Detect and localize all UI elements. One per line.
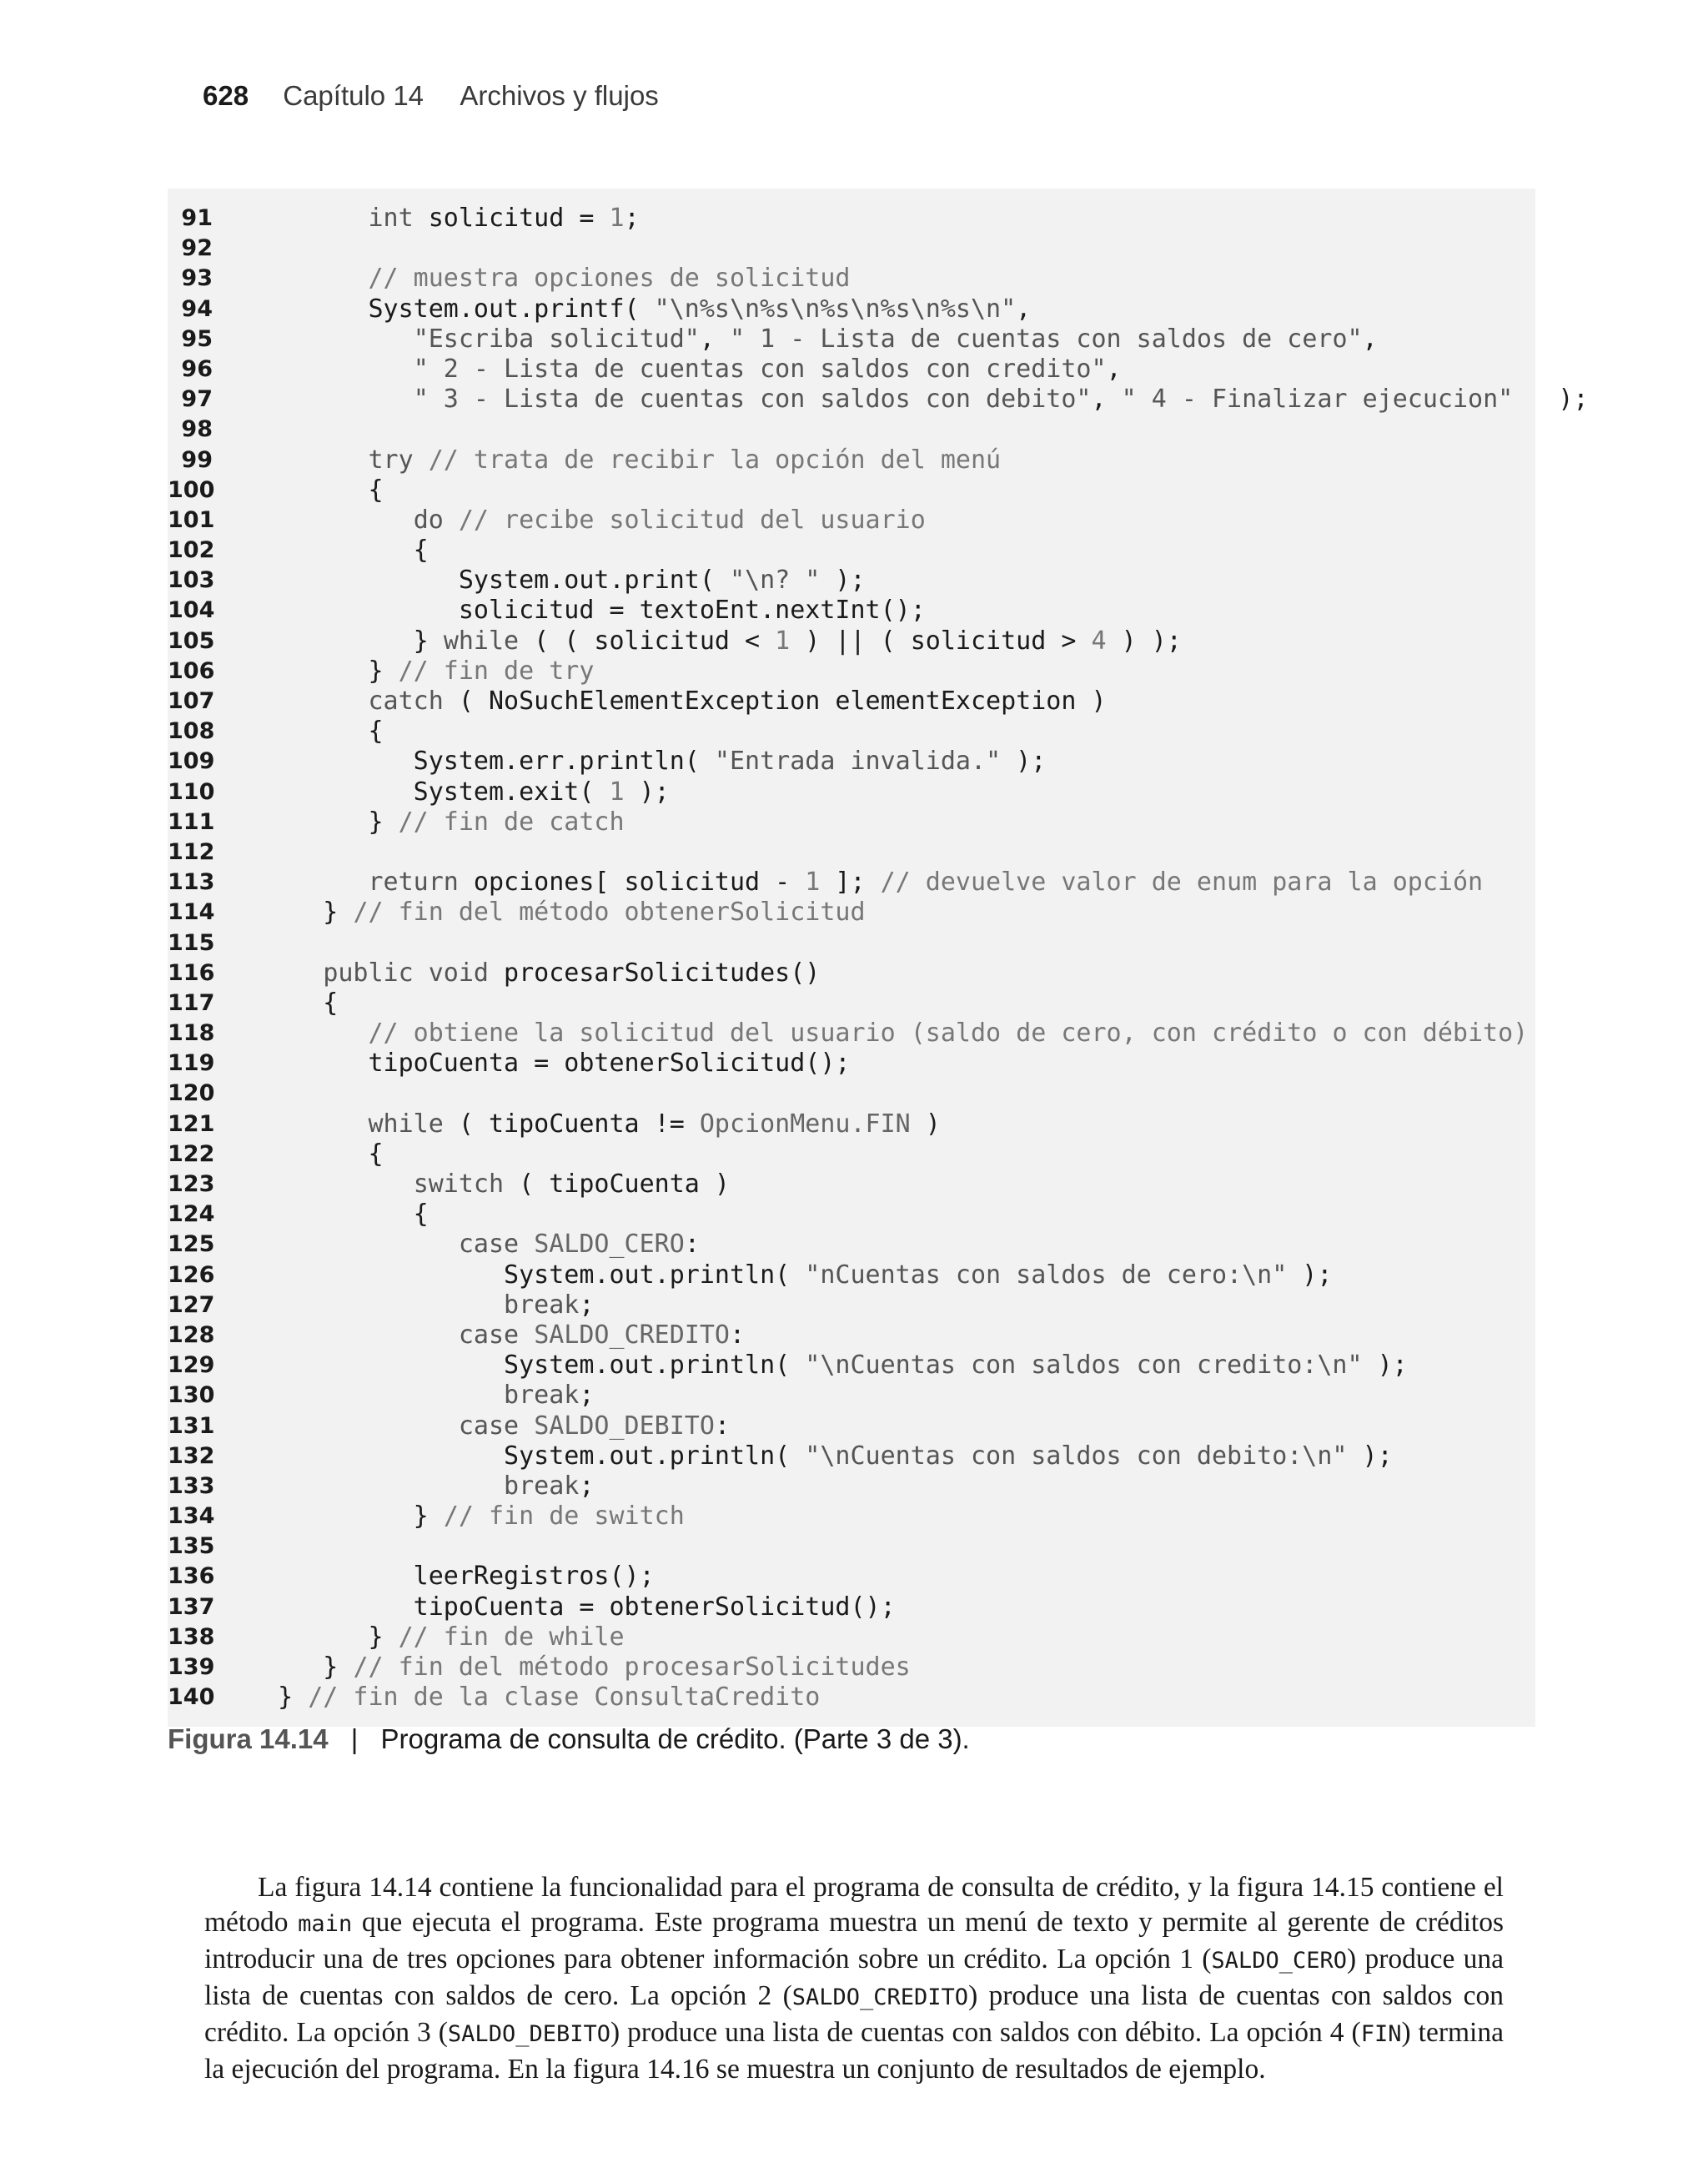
code-text [248, 1200, 429, 1230]
code-token: int [368, 204, 414, 233]
code-token: SALDO_CERO [534, 1230, 685, 1260]
code-token [248, 1381, 504, 1410]
code-token: opciones[ solicitud - [458, 868, 806, 898]
code-text [248, 264, 850, 294]
code-token: while [443, 626, 520, 656]
code-token [519, 1230, 534, 1259]
code-token: // obtiene la solicitud del usuario (saldo de cero, con crédito o con débito) [368, 1019, 1529, 1049]
code-text [248, 687, 1107, 717]
code-line [168, 475, 1535, 506]
line-number: 132 [168, 1442, 215, 1469]
code-token: ); [1347, 1441, 1393, 1471]
line-number: 134 [168, 1503, 215, 1530]
code-text [248, 1562, 655, 1592]
code-token: ); [820, 566, 866, 596]
code-token [248, 958, 323, 988]
code-token: SALDO_CREDITO [534, 1320, 730, 1350]
code-line [168, 1683, 1535, 1713]
code-token: switch [413, 1169, 505, 1199]
code-token: ; [579, 1381, 595, 1411]
code-text [248, 1592, 896, 1622]
chapter-label: Capítulo 14 [283, 80, 424, 111]
line-number: 129 [168, 1352, 215, 1379]
code-token: ]; [820, 868, 881, 898]
code-token [444, 506, 459, 535]
code-text [248, 1501, 685, 1532]
code-token [248, 1471, 504, 1501]
line-number: 104 [168, 597, 215, 624]
code-token: } [248, 898, 354, 928]
code-text [248, 717, 384, 747]
code-text [248, 1260, 1332, 1290]
line-number: 105 [168, 627, 215, 654]
code-text [248, 656, 594, 687]
code-line [168, 445, 1535, 475]
line-number: 102 [168, 537, 215, 564]
line-number: 136 [168, 1563, 215, 1590]
code-token: "Entrada invalida." [714, 747, 1002, 777]
code-token: System.out.print( [248, 566, 730, 596]
code-token [248, 264, 369, 293]
inline-code: main [298, 1910, 353, 1937]
code-line [168, 747, 1535, 777]
line-number: 137 [168, 1593, 215, 1620]
code-text [248, 626, 1182, 656]
code-token: ( tipoCuenta != [443, 1109, 700, 1139]
code-text [248, 475, 384, 506]
code-token: ( ( solicitud < [519, 626, 776, 656]
line-number: 91 [181, 205, 213, 231]
code-text [248, 1049, 850, 1079]
line-number: 119 [168, 1050, 215, 1077]
code-text [248, 385, 1589, 415]
code-token: "\nCuentas con saldos con debito:\n" [805, 1441, 1348, 1471]
code-token: case [458, 1230, 520, 1260]
line-number: 99 [181, 446, 213, 473]
code-line [168, 1652, 1535, 1683]
running-head [203, 80, 659, 112]
code-line [168, 1532, 1535, 1562]
code-line [168, 415, 1535, 445]
line-number: 114 [168, 899, 215, 926]
code-token: ) ); [1106, 626, 1182, 656]
line-number: 125 [168, 1231, 215, 1258]
code-token [248, 204, 369, 233]
code-token: ) || ( solicitud > [790, 626, 1092, 656]
line-number: 117 [168, 989, 215, 1016]
code-token: ; [579, 1290, 595, 1320]
code-line [168, 204, 1535, 234]
chapter-title: Archivos y flujos [460, 80, 659, 111]
code-line [168, 1622, 1535, 1652]
code-token: System.out.println( [248, 1260, 806, 1290]
line-number: 108 [168, 718, 215, 745]
code-token: } [248, 1622, 399, 1652]
code-token: solicitud = textoEnt.nextInt(); [248, 596, 926, 626]
code-token: ) [910, 1109, 941, 1139]
code-token: break [504, 1471, 580, 1501]
code-text [248, 1381, 594, 1411]
code-token: // muestra opciones de solicitud [368, 264, 851, 294]
code-token: , [1091, 385, 1122, 415]
code-line [168, 1260, 1535, 1290]
code-line [168, 1351, 1535, 1381]
paragraph-text: ) produce una lista de cuentas con saldos con crédito. La opción 3 ( [204, 1979, 1504, 2048]
code-text [248, 506, 926, 536]
code-token [248, 1290, 504, 1320]
code-text [248, 1652, 911, 1683]
code-token: { [248, 717, 384, 747]
code-token: catch [368, 687, 444, 716]
code-token: 1 [609, 777, 625, 807]
code-line [168, 1592, 1535, 1622]
code-token: : [684, 1230, 700, 1260]
code-text [248, 204, 640, 234]
code-token: "nCuentas con saldos de cero:\n" [805, 1260, 1288, 1290]
code-text [248, 747, 1046, 777]
code-token [248, 1019, 369, 1048]
code-token: ); [1362, 1351, 1408, 1381]
line-number: 110 [168, 778, 215, 805]
code-line [168, 1200, 1535, 1230]
code-token: } [248, 807, 399, 837]
code-token: } [248, 1652, 354, 1682]
caption-text: Programa de consulta de crédito. (Parte 3 de 3). [380, 1723, 970, 1754]
line-number: 138 [168, 1623, 215, 1650]
code-token: do [413, 505, 444, 535]
line-number: 126 [168, 1261, 215, 1288]
code-token: break [504, 1381, 580, 1411]
code-token: tipoCuenta = obtenerSolicitud(); [248, 1592, 896, 1622]
code-token: SALDO_DEBITO [534, 1411, 715, 1441]
figure-caption [168, 1723, 970, 1755]
code-token: , [1016, 294, 1032, 324]
code-text [248, 1471, 594, 1501]
code-token: System.exit( [248, 777, 610, 807]
code-line [168, 1049, 1535, 1079]
code-token: public void [323, 958, 489, 988]
code-line [168, 1290, 1535, 1320]
code-token: solicitud = [413, 204, 610, 233]
code-text [248, 1230, 700, 1260]
code-token: leerRegistros(); [248, 1562, 655, 1592]
code-text [248, 1441, 1393, 1471]
code-token: " 2 - Lista de cuentas con saldos con credito" [413, 354, 1107, 384]
code-text [248, 536, 429, 566]
code-token: ; [624, 204, 640, 233]
line-number: 103 [168, 567, 215, 594]
code-text [248, 1290, 594, 1320]
code-text [248, 1169, 730, 1200]
code-token: // devuelve valor de enum para la opción [880, 868, 1484, 898]
line-number: 128 [168, 1321, 215, 1348]
line-number: 116 [168, 959, 215, 986]
code-line [168, 1079, 1535, 1109]
code-line [168, 777, 1535, 807]
line-number: 106 [168, 657, 215, 684]
code-token: 1 [609, 204, 625, 233]
line-number: 101 [168, 506, 215, 533]
code-line [168, 807, 1535, 837]
code-token: System.out.printf( [248, 294, 655, 324]
code-token: " 1 - Lista de cuentas con saldos de cero" [729, 324, 1363, 354]
code-token: while [368, 1109, 444, 1139]
code-token: 4 [1091, 626, 1107, 656]
line-number: 111 [168, 808, 215, 835]
code-token: break [504, 1290, 580, 1320]
code-token [248, 1109, 369, 1139]
paragraph-text: ) produce una lista de cuentas con saldos de cero. La opción 2 ( [204, 1943, 1505, 2011]
code-token: } [248, 1501, 444, 1532]
code-line [168, 988, 1535, 1019]
code-token: // fin de la clase ConsultaCredito [308, 1683, 821, 1713]
line-number: 97 [181, 386, 213, 413]
code-token: { [248, 988, 339, 1018]
code-text [248, 807, 625, 837]
code-line [168, 506, 1535, 536]
code-token [519, 1411, 534, 1441]
caption-separator: | [350, 1723, 359, 1754]
code-line [168, 1139, 1535, 1169]
body-paragraph [204, 1870, 1504, 2087]
code-token [519, 1320, 534, 1350]
code-line [168, 837, 1535, 868]
code-token [248, 445, 369, 475]
code-token: } [248, 656, 399, 686]
inline-code: FIN [1360, 2020, 1402, 2047]
code-line [168, 626, 1535, 656]
line-number: 133 [168, 1472, 215, 1499]
paragraph-text: La figura 14.14 contiene la funcionalidad para el programa de consulta de crédito, y la figura 14.15 contiene el método [204, 1871, 1504, 1938]
line-number: 98 [181, 416, 213, 443]
code-text [248, 1109, 941, 1139]
code-token: // fin del método procesarSolicitudes [353, 1652, 911, 1682]
code-token [248, 1411, 459, 1441]
code-token: tipoCuenta = obtenerSolicitud(); [248, 1049, 851, 1079]
code-token: , [1362, 324, 1378, 354]
code-token: ); [1513, 385, 1589, 415]
code-token: : [714, 1411, 730, 1441]
line-number: 140 [168, 1684, 215, 1711]
code-text [248, 566, 866, 596]
code-token: ( tipoCuenta ) [504, 1169, 730, 1199]
code-token: { [248, 1139, 384, 1169]
line-number: 96 [181, 355, 213, 382]
code-token: ); [624, 777, 670, 807]
code-token: case [458, 1320, 520, 1350]
code-line [168, 264, 1535, 294]
code-token: // fin de try [398, 656, 595, 686]
code-text [248, 1683, 820, 1713]
code-token: System.err.println( [248, 747, 715, 777]
code-token: // fin del método obtenerSolicitud [353, 898, 866, 928]
code-text [248, 1351, 1408, 1381]
code-token: // trata de recibir la opción del menú [428, 445, 1002, 475]
code-line [168, 324, 1535, 355]
page-number: 628 [203, 80, 249, 111]
code-line [168, 1441, 1535, 1471]
code-line [168, 566, 1535, 596]
paragraph-text: que ejecuta el programa. Este programa muestra un menú de texto y permite al gerente de créditos introducir una de tres opciones para obtener información sobre un crédito. La opción 1 ( [204, 1906, 1505, 1974]
code-token: 1 [805, 868, 821, 898]
code-line [168, 1109, 1535, 1139]
code-token [248, 1320, 459, 1350]
code-line [168, 1501, 1535, 1532]
code-line [168, 1562, 1535, 1592]
line-number: 93 [181, 265, 213, 292]
line-number: 127 [168, 1291, 215, 1318]
code-token: " 4 - Finalizar ejecucion" [1121, 385, 1514, 415]
code-token: procesarSolicitudes() [489, 958, 821, 988]
line-number: 115 [168, 929, 215, 956]
code-line [168, 1169, 1535, 1200]
line-number: 124 [168, 1201, 215, 1228]
code-text [248, 1622, 625, 1652]
code-line [168, 596, 1535, 626]
code-token: , [699, 324, 730, 354]
code-token: " 3 - Lista de cuentas con saldos con debito" [413, 385, 1092, 415]
code-text [248, 958, 820, 988]
code-token: { [248, 536, 429, 566]
code-line [168, 1230, 1535, 1260]
code-token: ( NoSuchElementException elementException ) [443, 687, 1107, 716]
line-number: 109 [168, 748, 215, 775]
code-text [248, 1139, 384, 1169]
code-line [168, 536, 1535, 566]
line-number: 92 [181, 235, 213, 262]
code-line [168, 928, 1535, 958]
code-token: ); [1287, 1260, 1333, 1290]
code-text [248, 596, 926, 626]
code-listing [168, 189, 1589, 1727]
code-text [248, 355, 1122, 385]
line-number: 130 [168, 1382, 215, 1409]
figure-label: Figura 14.14 [168, 1723, 329, 1754]
code-token: // fin de catch [398, 807, 625, 837]
code-token: OpcionMenu.FIN [699, 1109, 911, 1139]
code-token: , [1106, 354, 1122, 384]
code-token: } [248, 1683, 309, 1713]
code-token: // recibe solicitud del usuario [458, 505, 926, 535]
inline-code: SALDO_DEBITO [447, 2020, 610, 2047]
code-token [248, 868, 369, 897]
code-line [168, 1471, 1535, 1501]
code-token: { [248, 475, 384, 505]
code-token: System.out.println( [248, 1351, 806, 1381]
line-number: 95 [181, 325, 213, 352]
code-token [248, 355, 414, 384]
code-line [168, 385, 1589, 415]
code-text [248, 1320, 745, 1351]
code-line [168, 1381, 1535, 1411]
code-line [168, 656, 1535, 687]
code-lines [168, 204, 1589, 1713]
code-line [168, 868, 1535, 898]
code-token: "\nCuentas con saldos con credito:\n" [805, 1351, 1363, 1381]
line-number: 94 [181, 295, 213, 322]
code-token: } [248, 626, 444, 656]
code-token [248, 385, 414, 414]
code-token: : [730, 1320, 746, 1350]
code-token [414, 445, 429, 475]
code-text [248, 898, 866, 928]
code-token: ); [1001, 747, 1047, 777]
code-token: "Escriba solicitud" [413, 324, 700, 354]
code-token: { [248, 1200, 429, 1230]
code-text [248, 1019, 1528, 1049]
line-number: 118 [168, 1020, 215, 1047]
code-text [248, 294, 1031, 324]
line-number: 107 [168, 688, 215, 714]
code-token: 1 [775, 626, 791, 656]
code-token: // fin de while [398, 1622, 625, 1652]
code-token: return [368, 868, 459, 898]
paragraph-text: ) produce una lista de cuentas con saldos con débito. La opción 4 ( [610, 2016, 1361, 2048]
code-line [168, 958, 1535, 988]
paragraph-text: ) termina la ejecución del programa. En la figura 14.16 se muestra un conjunto de resultados de ejemplo. [204, 2016, 1504, 2085]
line-number: 135 [168, 1533, 215, 1560]
code-text [248, 988, 338, 1019]
line-number: 100 [168, 476, 215, 503]
code-token: System.out.println( [248, 1441, 806, 1471]
code-token [248, 1169, 414, 1199]
code-line [168, 294, 1535, 324]
code-token: try [368, 445, 414, 475]
line-number: 120 [168, 1080, 215, 1107]
code-token: ; [579, 1471, 595, 1501]
code-line [168, 355, 1535, 385]
inline-code: SALDO_CREDITO [791, 1984, 969, 2010]
code-token: "\n%s\n%s\n%s\n%s\n%s\n" [654, 294, 1017, 324]
line-number: 121 [168, 1110, 215, 1137]
code-line [168, 717, 1535, 747]
code-text [248, 777, 670, 807]
line-number: 122 [168, 1140, 215, 1167]
code-text [248, 1411, 730, 1441]
inline-code: SALDO_CERO [1211, 1947, 1347, 1974]
code-token [248, 506, 414, 535]
line-number: 123 [168, 1171, 215, 1197]
code-token [248, 324, 414, 354]
code-token: // fin de switch [443, 1501, 685, 1532]
line-number: 139 [168, 1654, 215, 1680]
code-text [248, 445, 1001, 475]
line-number: 112 [168, 838, 215, 865]
code-token: case [458, 1411, 520, 1441]
code-text [248, 324, 1378, 355]
code-token: "\n? " [729, 566, 821, 596]
code-line [168, 234, 1535, 264]
code-token [248, 687, 369, 716]
code-text [248, 868, 1483, 898]
code-line [168, 1019, 1535, 1049]
code-line [168, 898, 1535, 928]
code-line [168, 687, 1535, 717]
code-line [168, 1320, 1535, 1351]
code-token [248, 1230, 459, 1259]
line-number: 113 [168, 869, 215, 896]
code-line [168, 1411, 1535, 1441]
line-number: 131 [168, 1412, 215, 1439]
